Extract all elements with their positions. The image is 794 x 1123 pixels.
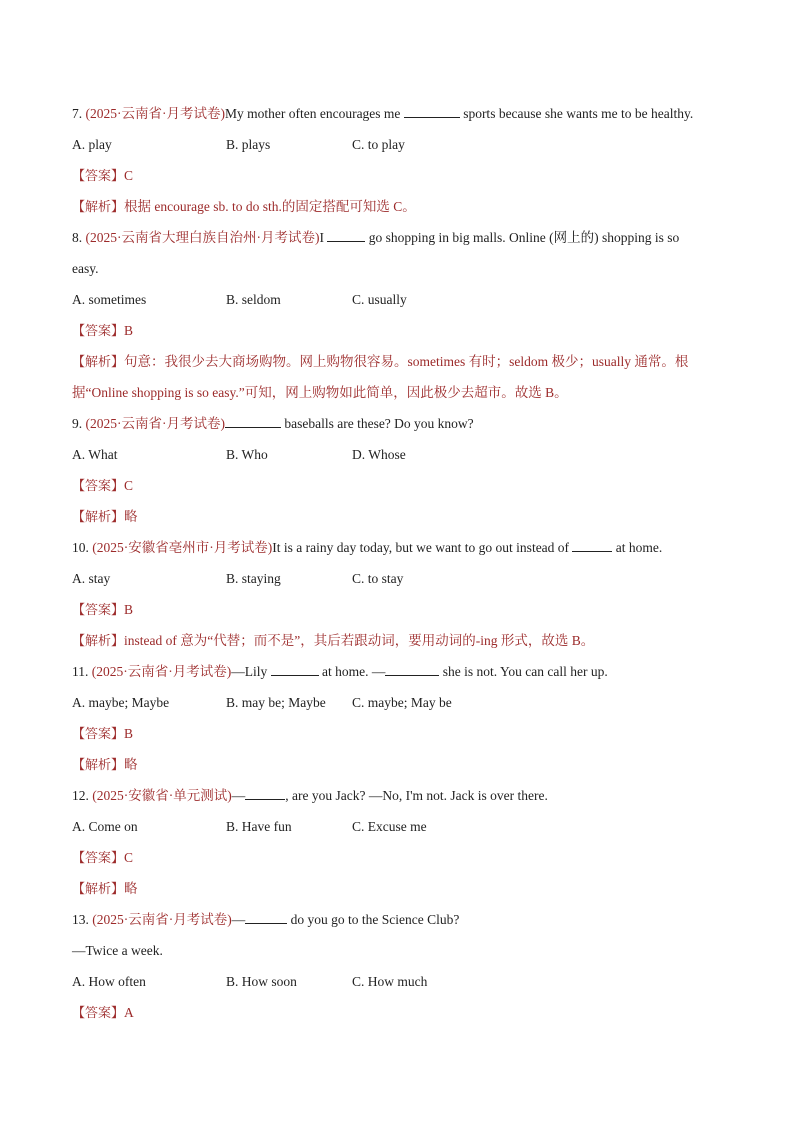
option-a: A. sometimes — [72, 292, 147, 307]
question-source: (2025·云南省·月考试卷) — [91, 664, 232, 679]
stem-text: baseballs are these? Do you know? — [284, 416, 474, 431]
question-11-options — [72, 687, 722, 718]
option-b: B. Who — [226, 447, 268, 462]
answer-value: B — [124, 323, 134, 338]
explanation-tag: 【解析】 — [72, 882, 125, 897]
option-c: C. to play — [352, 137, 405, 152]
stem-text: at home. — [615, 540, 663, 555]
answer-value: C — [124, 478, 134, 493]
explanation-tag: 【解析】 — [72, 634, 125, 649]
answer-blank — [327, 227, 365, 242]
question-source: (2025·云南省大理白族自治州·月考试卷) — [85, 230, 320, 245]
question-7-options — [72, 129, 722, 160]
stem-text: — — [231, 788, 246, 803]
explanation-text: 句意：我很少去大商场购物。网上购物很容易。sometimes 有时；seldom 极少；usually 通常。根 — [124, 354, 689, 369]
question-13-options — [72, 966, 722, 997]
option-a: A. How often — [72, 974, 146, 989]
stem-text: go shopping in big malls. Online (网上的) shopping is so — [368, 230, 680, 245]
option-c: C. usually — [352, 292, 407, 307]
option-b: B. Have fun — [226, 819, 292, 834]
question-7-explanation — [72, 191, 722, 222]
answer-blank — [572, 537, 612, 552]
question-7-stem — [72, 98, 722, 129]
option-c: C. maybe; May be — [352, 695, 452, 710]
stem-text: —Lily — [231, 664, 268, 679]
question-8-options — [72, 284, 722, 315]
option-a: A. play — [72, 137, 112, 152]
question-8-explanation — [72, 346, 722, 377]
explanation-text: 根据 encourage sb. to do sth.的固定搭配可知选 C。 — [124, 199, 416, 214]
answer-value: C — [124, 168, 134, 183]
question-8-answer — [72, 315, 722, 346]
option-a: A. stay — [72, 571, 111, 586]
question-source: (2025·安徽省·单元测试) — [92, 788, 232, 803]
answer-tag: 【答案】 — [72, 169, 125, 184]
answer-tag: 【答案】 — [72, 1006, 125, 1021]
question-12-explanation — [72, 873, 722, 904]
question-source: (2025·安徽省亳州市·月考试卷) — [92, 540, 273, 555]
question-10-stem — [72, 532, 722, 563]
explanation-tag: 【解析】 — [72, 758, 125, 773]
question-11-answer — [72, 718, 722, 749]
answer-tag: 【答案】 — [72, 851, 125, 866]
answer-value: A — [124, 1005, 134, 1020]
option-b: B. staying — [226, 571, 281, 586]
question-number: 9. — [72, 416, 83, 431]
option-b: B. plays — [226, 137, 271, 152]
stem-text: do you go to the Science Club? — [290, 912, 460, 927]
answer-tag: 【答案】 — [72, 324, 125, 339]
question-number: 13. — [72, 912, 89, 927]
answer-tag: 【答案】 — [72, 727, 125, 742]
question-12-options — [72, 811, 722, 842]
question-10-options — [72, 563, 722, 594]
question-12-stem — [72, 780, 722, 811]
question-11-explanation — [72, 749, 722, 780]
stem-text: It is a rainy day today, but we want to go out instead of — [272, 540, 570, 555]
stem-text: , are you Jack? —No, I'm not. Jack is over there. — [285, 788, 548, 803]
question-8-stem-cont: easy. — [72, 261, 99, 276]
option-a: A. maybe; Maybe — [72, 695, 170, 710]
question-10-explanation — [72, 625, 722, 656]
answer-blank — [245, 785, 285, 800]
explanation-text: 略 — [124, 757, 138, 772]
option-a: A. What — [72, 447, 118, 462]
stem-text: My mother often encourages me — [224, 106, 401, 121]
answer-blank — [404, 103, 460, 118]
answer-blank — [385, 661, 439, 676]
question-13-stem — [72, 904, 722, 935]
option-b: B. may be; Maybe — [226, 695, 326, 710]
answer-blank — [225, 413, 281, 428]
answer-tag: 【答案】 — [72, 479, 125, 494]
question-number: 12. — [72, 788, 89, 803]
stem-text: — — [231, 912, 246, 927]
question-9-explanation — [72, 501, 722, 532]
answer-value: C — [124, 850, 134, 865]
option-c: C. How much — [352, 974, 428, 989]
question-number: 10. — [72, 540, 89, 555]
explanation-tag: 【解析】 — [72, 355, 125, 370]
question-12-answer — [72, 842, 722, 873]
answer-tag: 【答案】 — [72, 603, 125, 618]
explanation-text: 略 — [124, 881, 138, 896]
explanation-tag: 【解析】 — [72, 510, 125, 525]
question-8-explanation-cont: 据“Online shopping is so easy.”可知，网上购物如此简单，因此极少去超市。故选 B。 — [72, 385, 568, 400]
stem-text: at home. — — [321, 664, 386, 679]
question-13-stem-cont: —Twice a week. — [72, 943, 163, 958]
answer-blank — [271, 661, 319, 676]
question-source: (2025·云南省·月考试卷) — [85, 106, 225, 121]
stem-text: she is not. You can call her up. — [442, 664, 608, 679]
option-d: D. Whose — [352, 447, 406, 462]
question-9-options — [72, 439, 722, 470]
question-number: 11. — [72, 664, 89, 679]
explanation-tag: 【解析】 — [72, 200, 125, 215]
option-c: C. Excuse me — [352, 819, 427, 834]
question-13-answer — [72, 997, 722, 1028]
stem-text: sports because she wants me to be healthy. — [463, 106, 694, 121]
option-a: A. Come on — [72, 819, 138, 834]
option-b: B. How soon — [226, 974, 297, 989]
answer-value: B — [124, 726, 134, 741]
question-source: (2025·云南省·月考试卷) — [85, 416, 225, 431]
question-11-stem — [72, 656, 722, 687]
stem-text: I — [319, 230, 324, 245]
question-7-answer — [72, 160, 722, 191]
question-10-answer — [72, 594, 722, 625]
question-number: 7. — [72, 106, 83, 121]
question-9-stem — [72, 408, 722, 439]
option-b: B. seldom — [226, 292, 281, 307]
question-8-stem — [72, 222, 722, 253]
answer-blank — [245, 909, 287, 924]
question-9-answer — [72, 470, 722, 501]
question-page — [72, 98, 722, 1028]
explanation-text: 略 — [124, 509, 138, 524]
answer-value: B — [124, 602, 134, 617]
question-number: 8. — [72, 230, 83, 245]
explanation-text: instead of 意为“代替；而不是”，其后若跟动词，要用动词的-ing 形式，故选 B。 — [124, 633, 595, 648]
question-source: (2025·云南省·月考试卷) — [92, 912, 232, 927]
option-c: C. to stay — [352, 571, 404, 586]
